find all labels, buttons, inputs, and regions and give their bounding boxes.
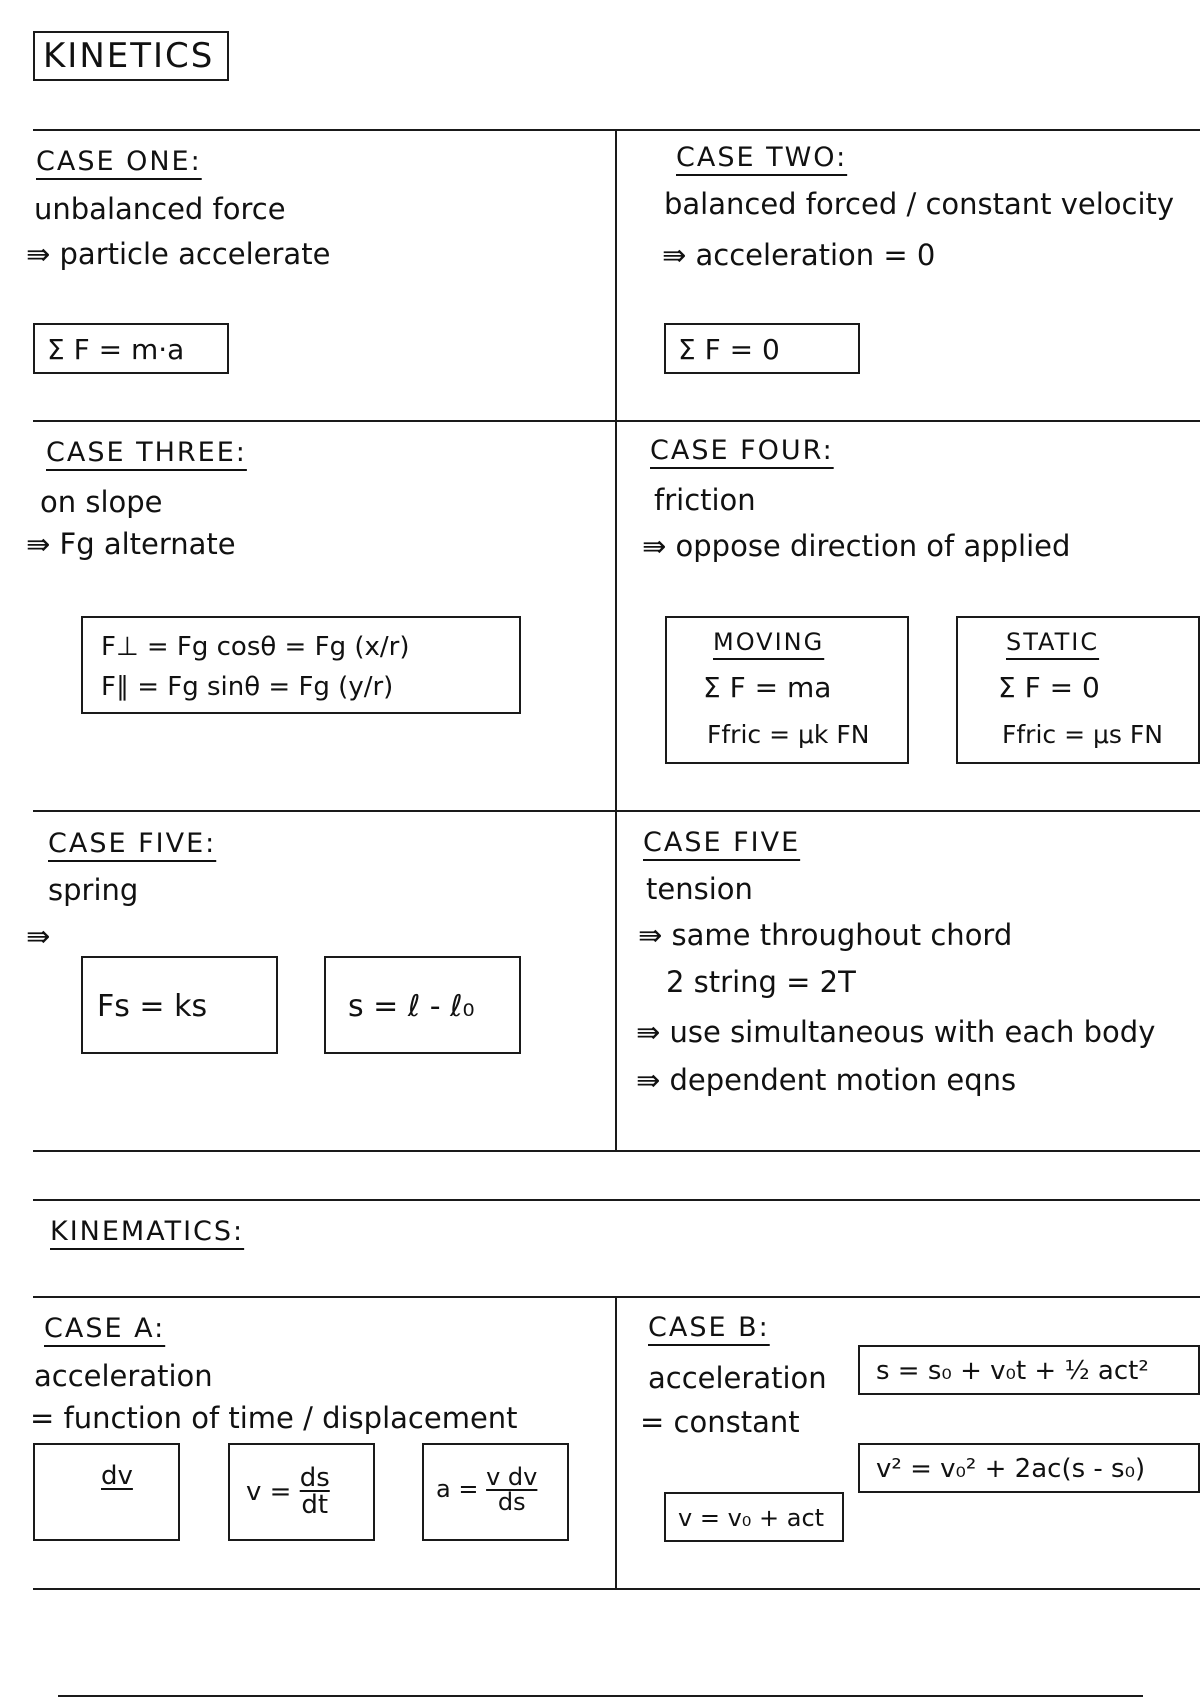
- case-a-box2: [228, 1443, 375, 1541]
- case-a-box1: [33, 1443, 180, 1541]
- page-title: KINETICS: [43, 36, 215, 76]
- spring-displacement-box: [324, 956, 521, 1054]
- case-three-line1: on slope: [40, 485, 163, 519]
- case-b-line1: acceleration: [648, 1361, 827, 1395]
- case-a-box3-eq: [436, 1465, 537, 1515]
- spring-displacement-eq: s = ℓ - ℓ₀: [348, 989, 475, 1024]
- case-five-tension-line5: ⇛ dependent motion eqns: [636, 1063, 1017, 1097]
- column-divider-kinematics: [615, 1296, 617, 1589]
- moving-box: [665, 616, 909, 764]
- case-b-line2: = constant: [640, 1405, 800, 1439]
- case-three-eq-parallel: F∥ = Fg sinθ = Fg (y/r): [101, 672, 394, 702]
- case-three-heading: CASE THREE:: [46, 437, 247, 468]
- case-one-line2: ⇛ particle accelerate: [26, 237, 331, 271]
- case-a-box3-num: v dv: [486, 1463, 538, 1491]
- case-b-eq-s: s = s₀ + v₀t + ½ act²: [876, 1356, 1149, 1386]
- case-four-line2: ⇛ oppose direction of applied: [642, 529, 1071, 563]
- divider-footer: [58, 1695, 1143, 1697]
- case-a-box3: [422, 1443, 569, 1541]
- case-a-heading: CASE A:: [44, 1313, 166, 1344]
- case-three-line2: ⇛ Fg alternate: [26, 527, 236, 561]
- case-a-line1: acceleration: [34, 1359, 213, 1393]
- case-five-tension-line4: ⇛ use simultaneous with each body: [636, 1015, 1156, 1049]
- static-box: [956, 616, 1200, 764]
- case-five-spring-arrow: ⇛: [26, 919, 51, 953]
- moving-eq1: Σ F = ma: [703, 671, 832, 704]
- kinematics-heading: KINEMATICS:: [50, 1216, 245, 1247]
- case-a-line2: = function of time / displacement: [30, 1401, 518, 1435]
- case-five-spring-heading: CASE FIVE:: [48, 828, 217, 859]
- case-a-box2-eq: [246, 1465, 330, 1520]
- case-two-equation: Σ F = 0: [678, 333, 780, 366]
- case-a-box2-num: ds: [299, 1463, 330, 1493]
- case-four-line1: friction: [654, 483, 756, 517]
- moving-label: MOVING: [713, 628, 825, 656]
- case-five-tension-line1: tension: [646, 872, 753, 906]
- case-one-equation: Σ F = m·a: [47, 333, 185, 366]
- case-b-heading: CASE B:: [648, 1312, 770, 1343]
- case-b-eq-v-box: [664, 1492, 844, 1542]
- case-five-tension-line2: ⇛ same throughout chord: [638, 918, 1013, 952]
- case-two-equation-box: [664, 323, 860, 374]
- case-one-equation-box: [33, 323, 229, 374]
- case-a-box1-num: dv: [101, 1461, 133, 1491]
- moving-eq2: Ffric = μk FN: [707, 720, 870, 749]
- divider-kinematics-top: [33, 1199, 1200, 1201]
- spring-force-eq: Fs = ks: [97, 989, 208, 1024]
- case-a-box3-den: ds: [497, 1488, 526, 1517]
- case-three-eq-perp: F⊥ = Fg cosθ = Fg (x/r): [101, 632, 410, 662]
- case-three-equation-box: [81, 616, 521, 714]
- case-a-box1-eq: [101, 1463, 133, 1490]
- case-a-box2-den: dt: [301, 1490, 329, 1521]
- case-b-eq-v: v = v₀ + act: [678, 1504, 825, 1532]
- static-label: STATIC: [1006, 628, 1100, 656]
- case-five-spring-line1: spring: [48, 873, 139, 907]
- case-two-heading: CASE TWO:: [676, 142, 848, 173]
- case-five-tension-line3: 2 string = 2T: [666, 965, 856, 999]
- title-box: [33, 31, 229, 81]
- static-eq1: Σ F = 0: [998, 671, 1100, 704]
- spring-force-box: [81, 956, 278, 1054]
- static-eq2: Ffric = μs FN: [1002, 720, 1163, 749]
- case-b-eq-s-box: [858, 1345, 1200, 1395]
- case-one-line1: unbalanced force: [34, 192, 286, 226]
- case-b-eq-v2: v² = v₀² + 2ac(s - s₀): [876, 1454, 1146, 1484]
- case-b-eq-v2-box: [858, 1443, 1200, 1493]
- column-divider-kinetics: [615, 129, 617, 1151]
- case-a-box2-lhs: v =: [246, 1476, 292, 1507]
- case-a-box3-lhs: a =: [436, 1475, 479, 1504]
- case-five-tension-heading: CASE FIVE: [643, 827, 801, 858]
- case-one-heading: CASE ONE:: [36, 146, 202, 177]
- case-two-line2: ⇛ acceleration = 0: [662, 238, 936, 272]
- case-four-heading: CASE FOUR:: [650, 435, 834, 466]
- case-two-line1: balanced forced / constant velocity: [664, 187, 1175, 221]
